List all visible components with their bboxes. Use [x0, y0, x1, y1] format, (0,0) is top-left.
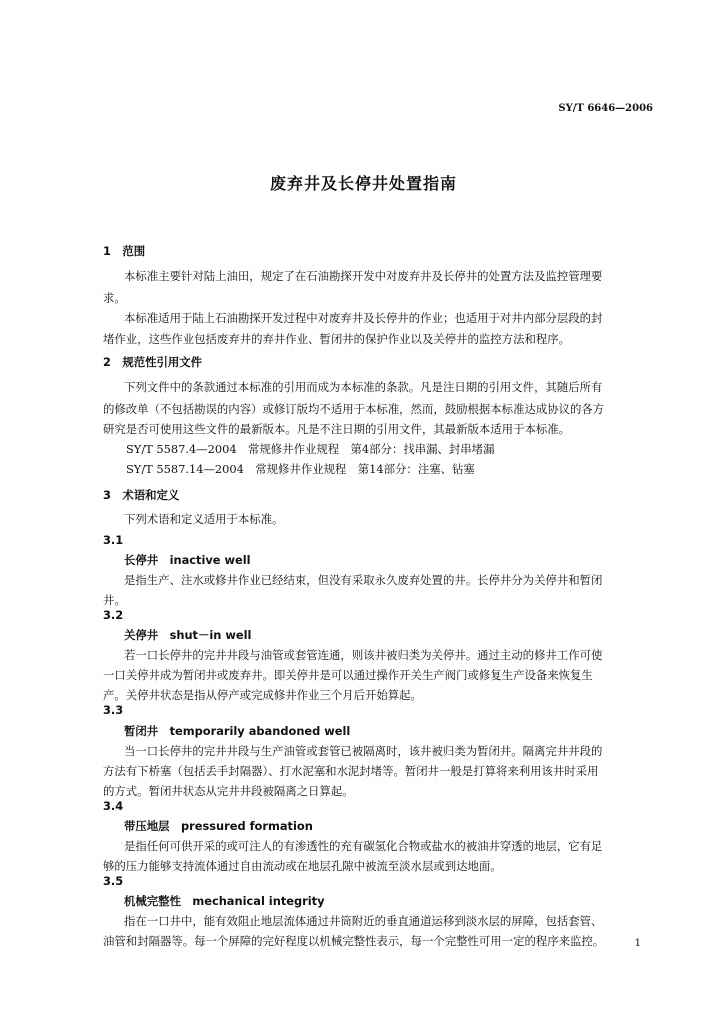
paragraph-line: 油管和封隔器等。每一个屏障的完好程度以机械完整性表示，每一个完整性可用一定的程序来监控。	[103, 934, 605, 948]
clause-number: 3.5	[103, 874, 124, 888]
term-heading: 暂闭井 temporarily abandoned well	[124, 724, 351, 738]
paragraph-line: 够的压力能够支持流体通过自由流动或在地层孔隙中被流至淡水层或到达地面。	[103, 859, 502, 873]
reference-line: SY/T 5587.4—2004 常规修井作业规程 第4部分：找串漏、封串堵漏	[126, 442, 495, 456]
clause-number: 3.2	[103, 608, 124, 622]
paragraph-line: 研究是否可使用这些文件的最新版本。凡是不注日期的引用文件，其最新版本适用于本标准。	[103, 422, 571, 436]
paragraph-line: 的方式。暂闭井状态从完井井段被隔离之日算起。	[103, 784, 354, 798]
clause-number: 3.4	[103, 799, 124, 813]
paragraph-line: 堵作业，这些作业包括废弃井的弃井作业、暂闭井的保护作业以及关停井的监控方法和程序。	[103, 332, 571, 346]
paragraph-line: 本标准适用于陆上石油勘探开发过程中对废弃井及长停井的作业；也适用于对井内部分层段的封	[124, 311, 603, 325]
clause-number: 3.3	[103, 703, 124, 717]
standard-number: SY/T 6646—2006	[558, 103, 653, 114]
paragraph-line: 本标准主要针对陆上油田，规定了在石油勘探开发中对废弃井及长停井的处置方法及监控管理要	[124, 269, 603, 283]
section-heading: 2 规范性引用文件	[103, 355, 203, 369]
paragraph-line: 若一口长停井的完井井段与油管或套管连通，则该井被归类为关停井。通过主动的修井工作可使	[124, 648, 603, 662]
paragraph-line: 井。	[103, 593, 126, 607]
paragraph-line: 方法有下桥塞（包括丢手封隔器）、打水泥塞和水泥封堵等。暂闭井一般是打算将来利用该井时采用	[103, 764, 599, 778]
term-heading: 带压地层 pressured formation	[124, 819, 313, 833]
document-title: 废弃井及长停井处置指南	[269, 174, 457, 193]
term-heading: 机械完整性 mechanical integrity	[124, 894, 325, 908]
page-number: 1	[634, 938, 641, 949]
paragraph-line: 指在一口井中，能有效阻止地层流体通过井筒附近的垂直通道运移到淡水层的屏障，包括套管、	[124, 914, 603, 928]
paragraph-line: 是指任何可供开采的或可注人的有渗透性的充有碳氢化合物或盐水的被油井穿透的地层，它有足	[124, 839, 603, 853]
paragraph-line: 的修改单（不包括勘误的内容）或修订版均不适用于本标准，然而，鼓励根据本标准达成协议的各方	[103, 402, 605, 416]
term-heading: 长停井 inactive well	[124, 553, 251, 567]
paragraph-line: 下列术语和定义适用于本标准。	[124, 512, 284, 526]
paragraph-line: 产。关停井状态是指从停产或完成修井作业三个月后开始算起。	[103, 688, 422, 702]
paragraph-line: 求。	[103, 291, 126, 305]
reference-line: SY/T 5587.14—2004 常规修井作业规程 第14部分：注塞、钻塞	[126, 462, 475, 476]
section-heading: 3 术语和定义	[103, 488, 180, 502]
paragraph-line: 是指生产、注水或修井作业已经结束，但没有采取永久废弃处置的井。长停井分为关停井和暂闭	[124, 573, 603, 587]
section-heading: 1 范围	[103, 244, 146, 258]
term-heading: 关停井 shut－in well	[124, 628, 252, 642]
paragraph-line: 一口关停井成为暂闭井或废弃井。即关停井是可以通过操作开关生产阀门或修复生产设备来恢复生	[103, 668, 593, 682]
clause-number: 3.1	[103, 533, 124, 547]
paragraph-line: 下列文件中的条款通过本标准的引用而成为本标准的条款。凡是注日期的引用文件，其随后所有	[124, 380, 603, 394]
paragraph-line: 当一口长停井的完井井段与生产油管或套管已被隔离时，该井被归类为暂闭井。隔离完井井段的	[124, 744, 603, 758]
